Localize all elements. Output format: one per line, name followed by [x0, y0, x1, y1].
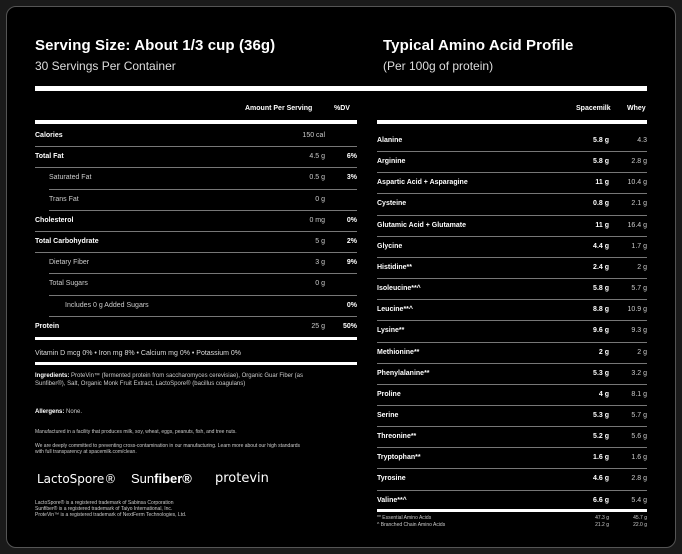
nutrient-dv: 6%	[346, 153, 357, 161]
lactospore-logo: LactoSpore®	[37, 472, 117, 486]
facility-text: Manufactured in a facility that produces milk, soy, wheat, eggs, peanuts, fish, and tree nuts.	[35, 429, 237, 435]
amino-name: Proline	[377, 390, 401, 398]
trademark-lactospore: LactoSpore® is a registered trademark of Sabinsa Corporation	[35, 500, 174, 506]
amino-name: Leucine**^	[377, 306, 413, 314]
nutrient-name: Total Sugars	[49, 280, 88, 288]
amino-spacemilk-value: 8.8 g	[593, 306, 609, 314]
amino-whey-value: 4.3	[637, 137, 647, 144]
footnote-whey: 45.7 g	[633, 515, 647, 521]
amino-spacemilk-value: 5.8 g	[593, 137, 609, 144]
nutrition-row	[35, 295, 357, 316]
amino-spacemilk-value: 5.8 g	[593, 158, 609, 166]
amino-whey-value: 16.4 g	[627, 221, 647, 229]
amino-bottom-bar	[377, 509, 647, 512]
nutrient-dv: 0%	[346, 216, 357, 224]
footnote-spacemilk: 47.3 g	[595, 515, 609, 521]
amino-whey-value: 2.8 g	[631, 158, 647, 166]
nutrient-dv: 3%	[346, 174, 357, 182]
nutrient-amount: 0 g	[315, 195, 325, 203]
nutrition-row	[35, 210, 357, 231]
amino-spacemilk-value: 11 g	[595, 179, 609, 187]
amino-spacemilk-value: 5.2 g	[593, 433, 609, 441]
amino-row	[377, 257, 647, 278]
nutrition-row-divider	[35, 337, 357, 340]
amino-row	[377, 363, 647, 384]
amino-name: Glutamic Acid + Glutamate	[377, 221, 467, 229]
commitment-text: We are deeply committed to preventing cross-contamination in our manufacturing. Learn more about our high standards with full transparency at spacemilk.com/clean.	[35, 443, 301, 455]
nutrient-name: Includes 0 g Added Sugars	[65, 301, 149, 309]
nutrient-name: Cholesterol	[35, 216, 74, 224]
amino-row	[377, 278, 647, 299]
nutrition-row	[35, 125, 357, 146]
amino-whey-value: 10.4 g	[627, 179, 647, 187]
nutrient-amount: 0.5 g	[309, 174, 325, 182]
trademark-notes	[35, 500, 186, 518]
vitamins-bottom-bar	[35, 362, 357, 365]
amino-whey-value: 1.7 g	[631, 242, 647, 250]
nutrition-row	[35, 252, 357, 273]
amino-spacemilk-value: 11 g	[595, 221, 609, 229]
amino-row	[377, 384, 647, 405]
amino-row	[377, 236, 647, 257]
serving-size-title: Serving Size: About 1/3 cup (36g)	[35, 37, 276, 54]
trademark-sunfiber: Sunfiber® is a registered trademark of Taiyo International, Inc.	[35, 506, 173, 512]
protevin-logo: protevin	[215, 471, 269, 486]
amino-spacemilk-value: 0.8 g	[593, 200, 609, 208]
sunfiber-logo-part2: fiber®	[154, 471, 192, 486]
amino-top-bar	[377, 120, 647, 124]
nutrition-row	[35, 189, 357, 210]
nutrient-name: Total Carbohydrate	[35, 238, 99, 245]
nutrient-amount: 3 g	[315, 259, 325, 267]
amino-name: Threonine**	[377, 433, 417, 441]
amino-profile-title: Typical Amino Acid Profile	[383, 37, 574, 54]
nutrition-label-panel	[6, 6, 676, 548]
dv-header: %DV	[334, 105, 350, 112]
amino-spacemilk-value: 6.6 g	[593, 496, 609, 504]
nutrient-dv: 0%	[346, 301, 357, 309]
amino-whey-value: 2 g	[637, 348, 647, 356]
trademark-protevin: ProteVin™ is a registered trademark of NextFerm Technologies, Ltd.	[35, 512, 187, 518]
servings-per-container: 30 Servings Per Container	[35, 59, 176, 73]
nutrient-name: Dietary Fiber	[49, 259, 90, 267]
amino-name: Tryptophan**	[377, 454, 421, 462]
nutrient-name: Saturated Fat	[49, 174, 92, 182]
allergens-text	[35, 409, 82, 417]
whey-header: Whey	[627, 105, 646, 112]
amino-row	[377, 468, 647, 489]
nutrition-row	[35, 316, 357, 337]
footnote-label: ^ Branched Chain Amino Acids	[377, 522, 446, 528]
spacemilk-header: Spacemilk	[576, 105, 611, 112]
amino-whey-value: 8.1 g	[631, 390, 647, 398]
amino-whey-value: 9.3 g	[631, 327, 647, 335]
nutrient-dv: 2%	[346, 238, 357, 245]
amino-spacemilk-value: 4 g	[598, 390, 609, 398]
nutrient-amount: 25 g	[311, 322, 325, 330]
amino-spacemilk-value: 4.6 g	[593, 475, 609, 483]
vitamins-row: Vitamin D mcg 0% • Iron mg 8% • Calcium mg 0% • Potassium 0%	[35, 350, 242, 357]
amino-name: Serine	[377, 411, 399, 419]
nutrient-amount: 4.5 g	[309, 153, 325, 161]
footnote-spacemilk: 21.2 g	[595, 522, 609, 528]
amino-whey-value: 2.1 g	[631, 200, 647, 208]
amino-row	[377, 447, 647, 468]
amino-whey-value: 5.6 g	[631, 433, 647, 441]
footnote-label: ** Essential Amino Acids	[377, 515, 432, 521]
amino-name: Alanine	[377, 137, 403, 144]
amino-name: Methionine**	[377, 348, 420, 356]
sunfiber-logo-part1: Sun	[131, 471, 155, 486]
amino-name: Tyrosine	[377, 475, 406, 483]
amino-profile-subtitle: (Per 100g of protein)	[383, 59, 494, 73]
amino-spacemilk-value: 9.6 g	[593, 327, 609, 335]
nutrient-amount: 0 mg	[309, 216, 325, 224]
amino-spacemilk-value: 5.3 g	[593, 369, 609, 377]
amino-spacemilk-value: 5.3 g	[593, 411, 609, 419]
sunfiber-logo	[131, 471, 192, 486]
amino-name: Arginine	[377, 158, 406, 166]
nutrition-top-bar	[35, 120, 357, 124]
allergens-value: None.	[66, 409, 83, 415]
amino-row	[377, 193, 647, 214]
amino-row	[377, 342, 647, 363]
nutrition-row	[35, 146, 357, 167]
amino-row	[377, 151, 647, 172]
amino-row	[377, 426, 647, 447]
amino-spacemilk-value: 2 g	[598, 348, 609, 356]
nutrition-row	[35, 167, 357, 188]
nutrient-name: Calories	[35, 132, 63, 139]
nutrient-dv: 9%	[346, 259, 357, 267]
amino-name: Glycine	[377, 242, 403, 250]
amino-whey-value: 1.6 g	[631, 454, 647, 462]
amino-name: Cysteine	[377, 200, 407, 208]
allergens-label: Allergens:	[35, 409, 65, 415]
nutrient-amount: 5 g	[315, 238, 325, 245]
ingredients-text	[35, 373, 315, 388]
amino-name: Histidine**	[377, 263, 413, 271]
amino-whey-value: 2 g	[637, 263, 647, 271]
amino-spacemilk-value: 2.4 g	[593, 263, 609, 271]
amino-footnote-row	[377, 522, 647, 529]
amino-spacemilk-value: 5.8 g	[593, 285, 609, 293]
amino-spacemilk-value: 4.4 g	[593, 242, 609, 250]
ingredients-list: ProteVin™ (fermented protein from saccharomyces cerevisiae), Organic Guar Fiber (as Sunfiber®), Salt, Organic Monk Fruit Extract, LactoSpore® (bacillus coagulans)	[35, 373, 303, 387]
amino-row	[377, 320, 647, 341]
amino-whey-value: 3.2 g	[631, 369, 647, 377]
amino-row	[377, 172, 647, 193]
amount-per-serving-header: Amount Per Serving	[245, 105, 313, 112]
nutrition-row	[35, 231, 357, 252]
amino-whey-value: 5.4 g	[631, 496, 647, 504]
nutrient-amount: 0 g	[315, 280, 325, 288]
amino-name: Aspartic Acid + Asparagine	[377, 179, 468, 187]
ingredients-label: Ingredients:	[35, 373, 70, 379]
amino-row	[377, 130, 647, 151]
nutrient-name: Total Fat	[35, 153, 64, 161]
amino-row	[377, 490, 647, 511]
nutrient-name: Protein	[35, 322, 60, 330]
nutrient-name: Trans Fat	[49, 195, 79, 203]
amino-whey-value: 5.7 g	[631, 285, 647, 293]
amino-row	[377, 299, 647, 320]
amino-whey-value: 5.7 g	[631, 411, 647, 419]
amino-whey-value: 2.8 g	[631, 475, 647, 483]
amino-name: Lysine**	[377, 327, 405, 335]
nutrient-amount: 150 cal	[302, 132, 325, 139]
nutrition-row	[35, 273, 357, 294]
amino-name: Valine**^	[377, 496, 407, 504]
header-divider	[35, 86, 647, 91]
amino-row	[377, 215, 647, 236]
amino-name: Isoleucine**^	[377, 285, 421, 293]
amino-name: Phenylalanine**	[377, 369, 430, 377]
amino-footnote-row	[377, 515, 647, 522]
amino-spacemilk-value: 1.6 g	[593, 454, 609, 462]
footnote-whey: 22.0 g	[633, 522, 647, 528]
nutrient-dv: 50%	[342, 322, 357, 330]
amino-whey-value: 10.9 g	[627, 306, 647, 314]
amino-row	[377, 405, 647, 426]
